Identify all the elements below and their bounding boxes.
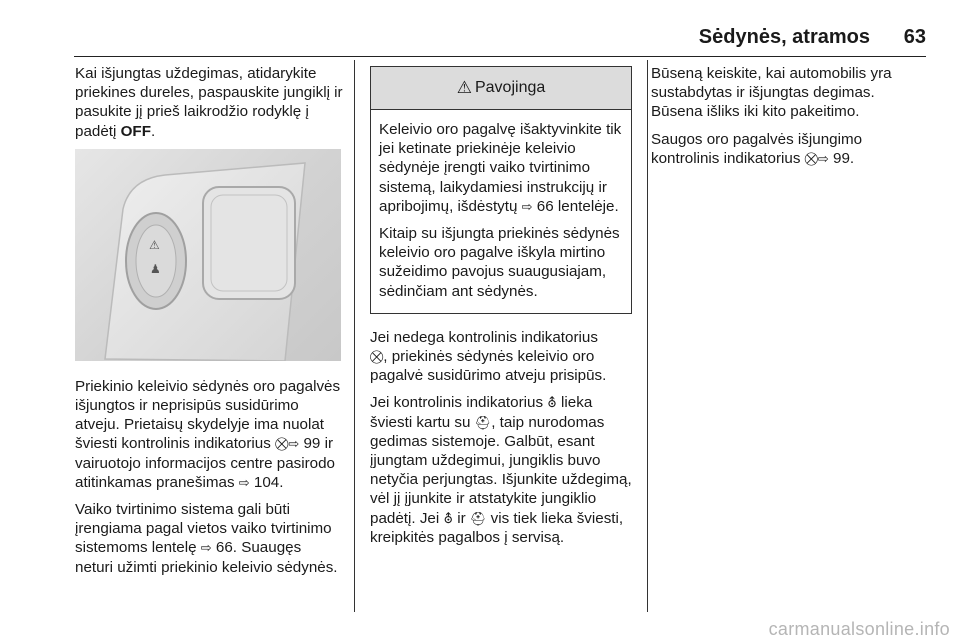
warning-paragraph-2: Kitaip su išjungta priekinės sėdynės keleivio oro pagalve iškyla mirtino sužeidimo pavojus suaugusiajam, sėdinčiam ant sėdynės. — [379, 225, 620, 300]
paragraph-child-restraint: Vaiko tvirtinimo sistema gali būti įrengiama pagal vietos vaiko tvirtinimo sistemoms lentelę ⇨ 66. Suaugęs neturi užimti priekinio keleivio sėdynės. — [75, 501, 338, 576]
airbag-switch-photo — [75, 149, 341, 361]
paragraph-indicator-off: Jei nedega kontrolinis indikatorius ⛒, priekinės sėdynės keleivio oro pagalvė susidūrimo atveju prisipūs. — [370, 328, 607, 385]
paragraph-indicator-ref: Saugos oro pagalvės išjungimo kontrolinis indikatorius ⛒⇨ 99. — [651, 130, 863, 167]
watermark: carmanualsonline.info — [768, 619, 950, 639]
svg-text:♟: ♟ — [150, 261, 161, 276]
column-divider-right — [647, 60, 648, 612]
intro-paragraph: Kai išjungtas uždegimas, atidarykite priekines dureles, paspauskite jungiklį ir pasukite jį prieš laikrodžio rodyklę į padėtį OFF. — [75, 65, 343, 140]
airbag-warning-icon: ⛑ — [474, 414, 492, 430]
page-header — [0, 0, 960, 58]
paragraph-change-state: Būseną keiskite, kai automobilis yra sustabdytas ir išjungtas degimas. Būsena išliks iki kito pakeitimo. — [651, 65, 892, 121]
airbag-warning-icon: ⛑ — [469, 510, 487, 526]
warning-title: Pavojinga — [474, 79, 546, 97]
warning-paragraph-1: Keleivio oro pagalvę išaktyvinkite tik jei ketinate priekinėje keleivio sėdynėje įrengti vaiko tvirtinimo sistemą, laikydamiesi instrukcijų ir apribojimų, išdėstytų ⇨ 66 lentelėje. — [379, 121, 622, 215]
airbag-on-icon: ⛢ — [547, 395, 557, 411]
svg-text:⚠: ⚠ — [149, 237, 160, 252]
page-reference-arrow-icon: ⇨ — [238, 474, 250, 490]
page-reference-arrow-icon: ⇨ — [200, 540, 212, 556]
airbag-on-icon: ⛢ — [443, 510, 453, 526]
column-divider-left — [354, 60, 355, 612]
warning-box — [370, 66, 632, 314]
page-reference-arrow-icon: ⇨ — [521, 198, 533, 214]
page-number: 63 — [903, 26, 926, 48]
section-title: Sėdynės, atramos — [698, 26, 870, 48]
column-right — [651, 64, 926, 176]
column-left — [75, 64, 343, 585]
paragraph-indicator-fault: Jei kontrolinis indikatorius ⛢ lieka šviesti kartu su ⛑, taip nurodomas gedimas sistemoje. Galbūt, esant įjungtam uždegimui, jungiklis buvo netyčia perjungtas. Išjunkite uždegimą, vėl jį įjunkite ir atstatykite jungiklio padėtį. Jei ⛢ ir ⛑ vis tiek lieka šviesti, kreipkitės pagalbos į servisą. — [370, 394, 632, 546]
header-rule — [74, 56, 926, 57]
warning-header — [371, 67, 631, 110]
page-reference-arrow-icon: ⇨ — [288, 436, 300, 452]
warning-body — [371, 110, 631, 313]
airbag-off-icon: ⛒ — [370, 349, 384, 365]
airbag-off-icon: ⛒ — [275, 436, 289, 452]
page-reference-arrow-icon: ⇨ — [817, 150, 829, 166]
off-label: OFF — [120, 122, 151, 140]
warning-triangle-icon: ⚠ — [456, 78, 472, 98]
airbag-off-icon: ⛒ — [804, 150, 818, 166]
column-middle — [370, 64, 632, 555]
paragraph-airbag-off: Priekinio keleivio sėdynės oro pagalvės išjungtos ir neprisipūs susidūrimo atveju. Prietaisų skydelyje ima nuolat šviesti kontrolinis indikatorius ⛒⇨ 99 ir vairuotojo informacijos centre pasirodo atitinkamas pranešimas ⇨ 104. — [75, 377, 341, 491]
